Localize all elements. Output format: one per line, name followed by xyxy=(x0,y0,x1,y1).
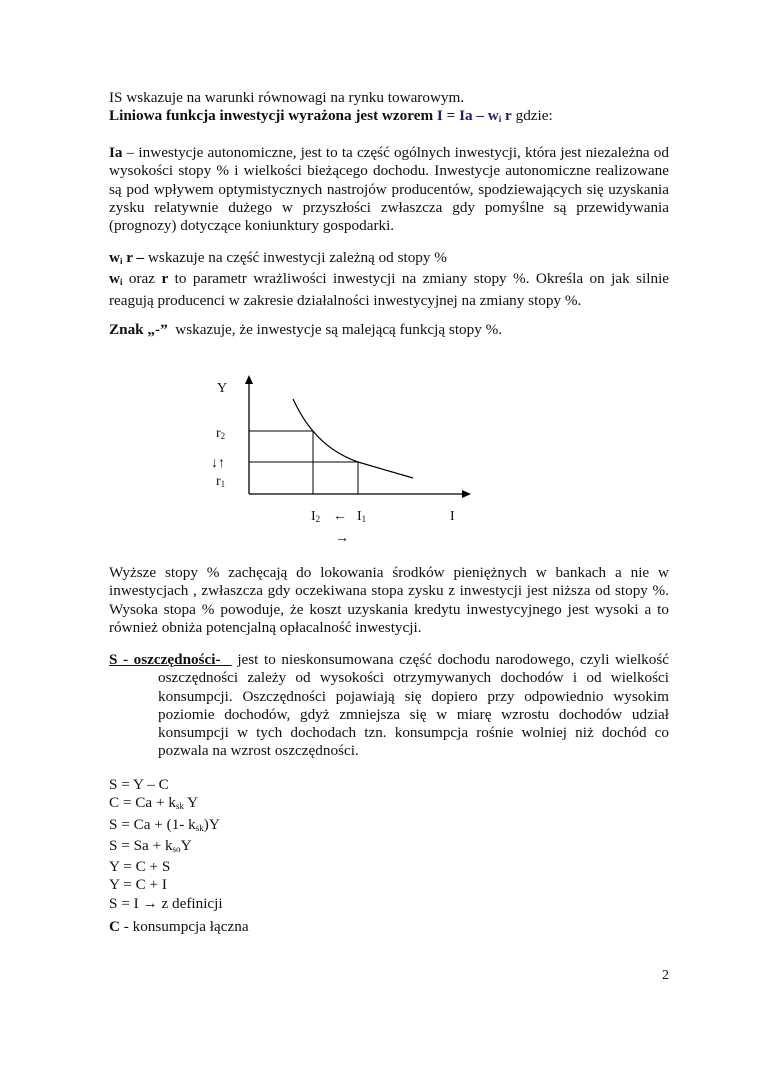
y-label: Y xyxy=(217,381,228,396)
left-arrow-icon: ← xyxy=(333,509,347,524)
formula: $I = Ia - w_i$ r xyxy=(436,107,512,125)
x-label: I xyxy=(450,509,455,524)
znak-line: Znak „-” wskazuje, że inwestycje są malejącą funkcją stopy %. xyxy=(109,321,503,338)
right-arrow-icon: → xyxy=(335,531,349,546)
heading: Liniowa funkcja inwestycji wyrażona jest wzorem xyxy=(109,107,434,125)
r1-label: $r_1$ xyxy=(216,474,226,489)
term: S - oszczędności- xyxy=(109,651,221,668)
term: Ia xyxy=(109,144,123,161)
i1-label: $I_1$ xyxy=(357,509,367,524)
consumption-definition: C - konsumpcja łączna xyxy=(109,918,249,935)
wr-paragraph: $w_i$ r – wskazuje na część inwestycji zależną od stopy % $w_i$ oraz r to parametr wrażliwości inwestycji na zmiany stopy %. Określa on jak silnie reagują producenci w zakresie działalności inwestycyjnej na zmiany stopy %. xyxy=(109,249,670,309)
savings-definition: S - oszczędności- jest to nieskonsumowana część dochodu narodowego, czyli wielkość oszczędności zależy od wysokości otrzymywanych dochodów i od wielkości konsumpcji. Oszczędności pojawiają się dopiero przy odpowiednio wysokim poziomie dochodów, gdyż zmniejsza się w miarę wzrostu dochodów udział konsumpcji w tych dochodach tzn. konsumpcja rośnie wolniej niż dochód co pozwala na wzrost oszczędności. xyxy=(109,651,670,760)
r2-label: $r_2$ xyxy=(216,426,226,441)
intro-line: IS wskazuje na warunki równowagi na rynku towarowym. xyxy=(109,89,465,106)
x-axis-arrow-icon xyxy=(462,490,471,498)
y-axis-arrow-icon xyxy=(245,375,253,384)
arrows-label: ↓↑ xyxy=(211,456,225,471)
equations: S = Y – C $C = Ca + k_{sk}$ Y S = Ca + (1- $k_{sk})Y$ $S = Sa + k_{so}Y$ Y = C + S Y = C + I S = I → z definicji xyxy=(109,776,223,912)
formula-line: Liniowa funkcja inwestycji wyrażona jest wzorem $I = Ia - w_i$ r gdzie: xyxy=(109,107,553,125)
page-number: 2 xyxy=(662,968,669,983)
i2-label: $I_2$ xyxy=(311,509,321,524)
wyzsze-paragraph: Wyższe stopy % zachęcają do lokowania środków pieniężnych w bankach a nie w inwestycjach , zwłaszcza gdy oczekiwana stopa zysku z inwestycji jest niższa od stopy %. Wysoka stopa % powoduje, że koszt uzyskania kredytu inwestycyjnego jest wysoki a to również obniża potencjalną opłacalność inwestycji. xyxy=(109,564,669,636)
investment-curve xyxy=(293,399,413,478)
ia-paragraph: Ia – inwestycje autonomiczne, jest to ta część ogólnych inwestycji, która jest niezależna od wysokości stopy % i wielkości bieżącego dochodu. Inwestycje autonomiczne realizowane są pod wpływem optymistycznych nastrojów producentów, spodziewających się uzyskania zysku relatywnie dużego w przyszłości zwłaszcza gdy pomyślne są przewidywania (prognozy) dotyczące koniunktury gospodarki. xyxy=(109,144,669,235)
